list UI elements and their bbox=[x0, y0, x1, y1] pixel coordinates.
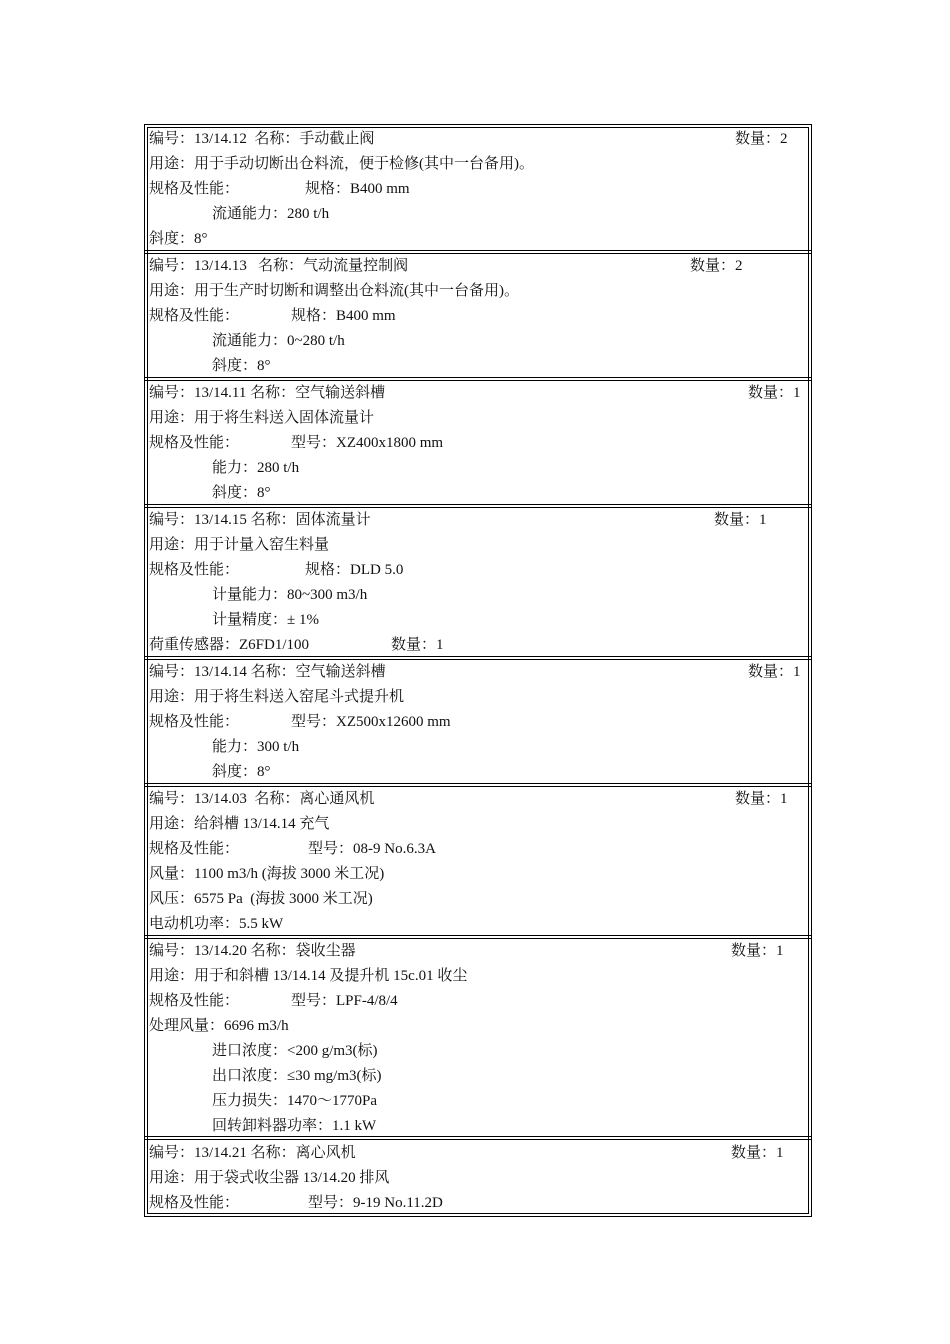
entry-spec-line: 回转卸料器功率：1.1 kW bbox=[212, 1118, 377, 1134]
row-separator bbox=[144, 783, 812, 787]
entry-spec-label: 规格及性能： bbox=[149, 435, 240, 451]
entry-spec-label: 规格及性能： bbox=[149, 841, 240, 857]
entry-spec-line: 流通能力：280 t/h bbox=[212, 206, 330, 222]
entry-usage: 用途：给斜槽 13/14.14 充气 bbox=[149, 816, 330, 832]
entry-spec-model: 型号：9-19 No.11.2D bbox=[308, 1195, 443, 1211]
entry-usage: 用途：用于将生料送入窑尾斗式提升机 bbox=[149, 689, 405, 705]
entry-quantity: 数量：2 bbox=[690, 258, 743, 274]
entry-quantity: 数量：1 bbox=[735, 791, 788, 807]
entry-usage: 用途：用于计量入窑生料量 bbox=[149, 537, 330, 553]
entry-code: 编号：13/14.11 名称：空气输送斜槽 bbox=[149, 385, 386, 401]
entry-code: 编号：13/14.13 名称：气动流量控制阀 bbox=[149, 258, 409, 274]
entry-quantity: 数量：1 bbox=[731, 943, 784, 959]
entry-spec-line: 进口浓度：<200 g/m3(标) bbox=[212, 1043, 378, 1059]
entry-spec-line: 出口浓度：≤30 mg/m3(标) bbox=[212, 1068, 382, 1084]
row-separator bbox=[144, 250, 812, 254]
entry-usage: 用途：用于和斜槽 13/14.14 及提升机 15c.01 收尘 bbox=[149, 968, 468, 984]
entry-spec-model: 型号：XZ400x1800 mm bbox=[291, 435, 444, 451]
entry-usage: 用途：用于手动切断出仓料流，便于检修(其中一台备用)。 bbox=[149, 156, 534, 172]
entry-code: 编号：13/14.12 名称：手动截止阀 bbox=[149, 131, 375, 147]
entry-spec-line: 能力：300 t/h bbox=[212, 739, 300, 755]
entry-usage: 用途：用于将生料送入固体流量计 bbox=[149, 410, 375, 426]
entry-spec-line: 斜度：8° bbox=[212, 358, 271, 374]
entry-code: 编号：13/14.20 名称：袋收尘器 bbox=[149, 943, 356, 959]
entry-spec-model: 规格：B400 mm bbox=[291, 308, 396, 324]
entry-code: 编号：13/14.03 名称：离心通风机 bbox=[149, 791, 375, 807]
entry-code: 编号：13/14.15 名称：固体流量计 bbox=[149, 512, 371, 528]
entry-quantity: 数量：1 bbox=[714, 512, 767, 528]
entry-code: 编号：13/14.14 名称：空气输送斜槽 bbox=[149, 664, 386, 680]
entry-spec-line: 流通能力：0~280 t/h bbox=[212, 333, 345, 349]
entry-spec-line: 压力损失：1470～1770Pa bbox=[212, 1093, 378, 1109]
entry-spec-label: 规格及性能： bbox=[149, 1195, 240, 1211]
entry-quantity: 数量：2 bbox=[735, 131, 788, 147]
entry-spec-label: 规格及性能： bbox=[149, 714, 240, 730]
entry-quantity: 数量：1 bbox=[748, 664, 801, 680]
entry-spec-line: 处理风量：6696 m3/h bbox=[149, 1018, 289, 1034]
entry-spec-line: 电动机功率：5.5 kW bbox=[149, 916, 284, 932]
entry-spec-line: 斜度：8° bbox=[212, 485, 271, 501]
entry-extra-quantity: 数量：1 bbox=[391, 637, 444, 653]
entry-spec-line: 计量能力：80~300 m3/h bbox=[212, 587, 368, 603]
entry-spec-label: 规格及性能： bbox=[149, 181, 240, 197]
entry-spec-model: 型号：08-9 No.6.3A bbox=[308, 841, 436, 857]
row-separator bbox=[144, 504, 812, 508]
entry-quantity: 数量：1 bbox=[748, 385, 801, 401]
entry-spec-line: 荷重传感器：Z6FD1/100 bbox=[149, 637, 310, 653]
entry-spec-label: 规格及性能： bbox=[149, 562, 240, 578]
entry-spec-line: 风量：1100 m3/h (海拔 3000 米工况) bbox=[149, 866, 385, 882]
entry-usage: 用途：用于生产时切断和调整出仓料流(其中一台备用)。 bbox=[149, 283, 519, 299]
entry-spec-line: 计量精度：± 1% bbox=[212, 612, 319, 628]
entry-spec-label: 规格及性能： bbox=[149, 308, 240, 324]
entry-usage: 用途：用于袋式收尘器 13/14.20 排风 bbox=[149, 1170, 390, 1186]
entry-quantity: 数量：1 bbox=[731, 1145, 784, 1161]
row-separator bbox=[144, 377, 812, 381]
entry-spec-line: 能力：280 t/h bbox=[212, 460, 300, 476]
entry-spec-line: 风压：6575 Pa (海拔 3000 米工况) bbox=[149, 891, 373, 907]
row-separator bbox=[144, 935, 812, 939]
entry-spec-line: 斜度：8° bbox=[149, 231, 208, 247]
row-separator bbox=[144, 656, 812, 660]
entry-spec-model: 规格：DLD 5.0 bbox=[305, 562, 404, 578]
entry-code: 编号：13/14.21 名称：离心风机 bbox=[149, 1145, 356, 1161]
entry-spec-model: 型号：LPF-4/8/4 bbox=[291, 993, 398, 1009]
entry-spec-model: 规格：B400 mm bbox=[305, 181, 410, 197]
entry-spec-line: 斜度：8° bbox=[212, 764, 271, 780]
entry-spec-label: 规格及性能： bbox=[149, 993, 240, 1009]
entry-spec-model: 型号：XZ500x12600 mm bbox=[291, 714, 451, 730]
